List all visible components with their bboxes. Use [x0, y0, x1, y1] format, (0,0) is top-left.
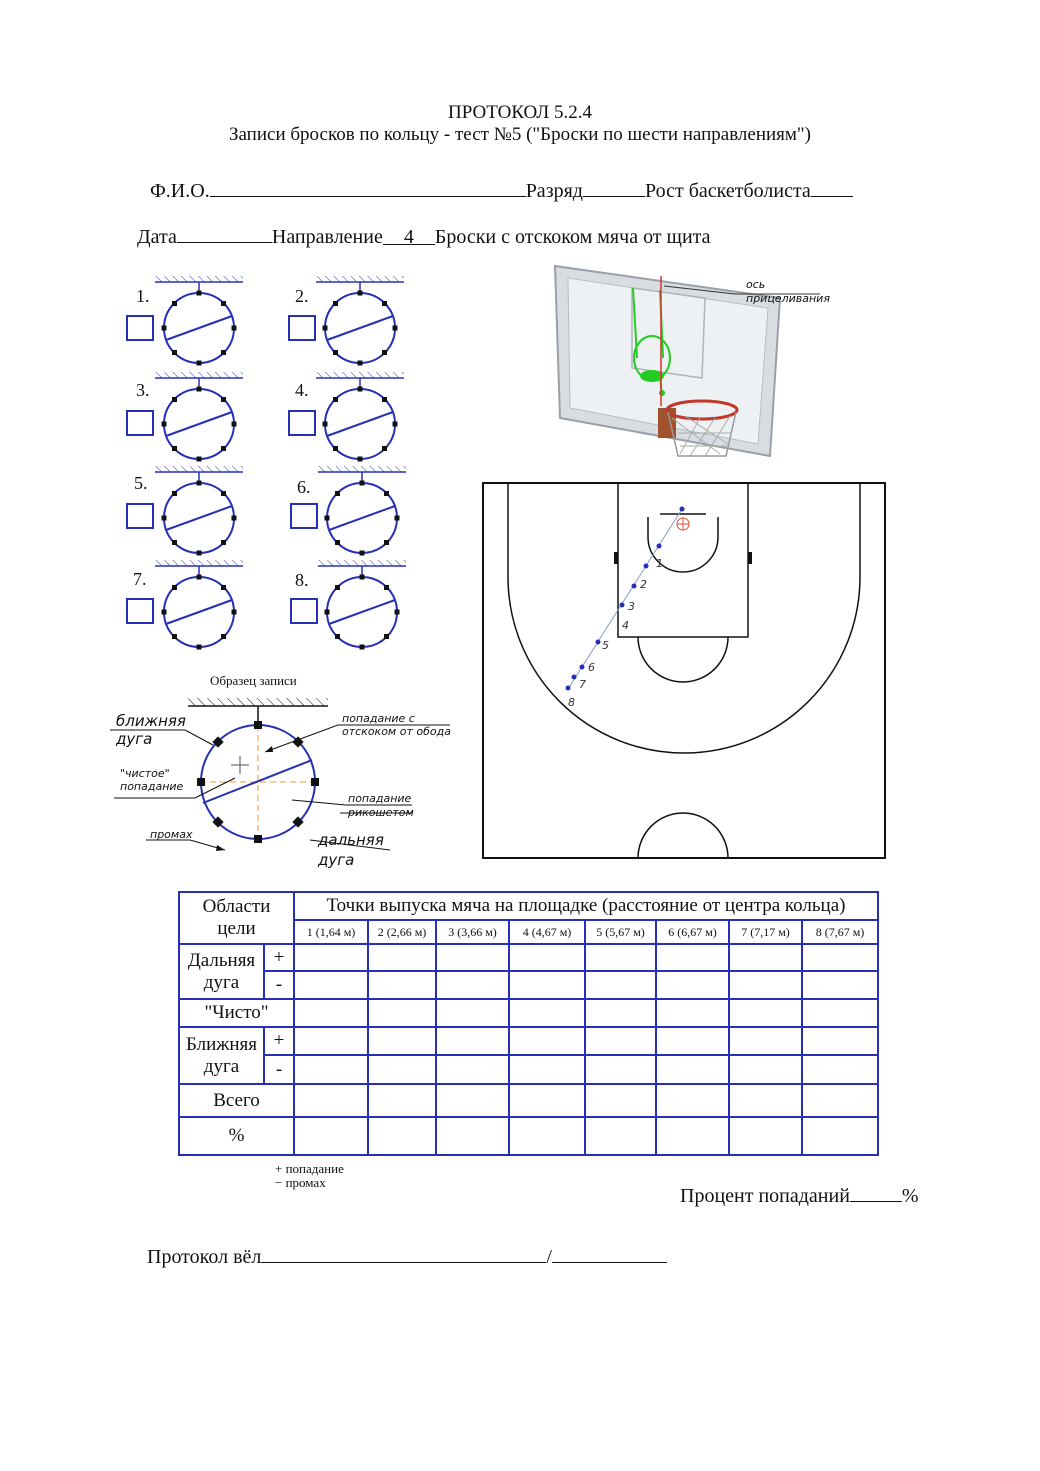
table-cell[interactable] [509, 1084, 585, 1117]
table-row [179, 1027, 878, 1055]
rim-label-8: 8. [295, 570, 309, 590]
table-cell[interactable] [585, 999, 656, 1027]
table-cell[interactable] [368, 1055, 436, 1084]
table-cell[interactable] [436, 1055, 509, 1084]
throw-type-label: Броски с отскоком мяча от щита [434, 226, 711, 248]
fio-label: Ф.И.О. [150, 180, 210, 202]
column-header-6: 6 (6,67 м) [656, 920, 729, 944]
court-point-label-8: 8 [568, 696, 575, 709]
hit-percent-label: Процент попаданий [680, 1185, 850, 1207]
table-cell[interactable] [802, 1027, 878, 1055]
height-label: Рост баскетболиста [644, 180, 811, 202]
table-row [179, 1055, 878, 1084]
rim-diagram-4 [316, 372, 404, 462]
table-cell[interactable] [585, 1027, 656, 1055]
table-cell[interactable] [802, 999, 878, 1027]
table-cell[interactable] [509, 1027, 585, 1055]
table-cell[interactable] [368, 971, 436, 999]
slash-separator: / [546, 1246, 552, 1268]
table-cell[interactable] [509, 999, 585, 1027]
plus-sign: + [264, 944, 294, 971]
table-cell[interactable] [368, 944, 436, 971]
rim-checkbox-5[interactable] [126, 503, 154, 529]
table-cell[interactable] [656, 999, 729, 1027]
direction-label: Направление [271, 226, 383, 248]
table-cell[interactable] [509, 1055, 585, 1084]
date-label: Дата [137, 226, 177, 248]
table-cell[interactable] [436, 1084, 509, 1117]
court-point-label-2: 2 [640, 578, 647, 591]
shots-table [178, 891, 879, 1156]
column-header-8: 8 (7,67 м) [802, 920, 878, 944]
table-cell[interactable] [729, 1027, 802, 1055]
court-diagram [482, 482, 886, 860]
rim-label-3: 3. [136, 380, 150, 400]
table-row [179, 999, 878, 1027]
rim-label-6: 6. [297, 477, 311, 497]
table-cell[interactable] [729, 1084, 802, 1117]
percent-sign: % [901, 1185, 919, 1207]
rim-label-7: 7. [133, 569, 147, 589]
column-header-2: 2 (2,66 м) [368, 920, 436, 944]
court-point-label-6: 6 [588, 661, 595, 674]
table-cell[interactable] [585, 944, 656, 971]
rim-diagram-5 [155, 466, 243, 556]
plus-sign: + [264, 1027, 294, 1055]
kept-by-name-field[interactable] [261, 1244, 546, 1263]
rim-diagram-6 [318, 466, 406, 556]
minus-sign: - [264, 1055, 294, 1084]
sample-title: Образец записи [210, 673, 297, 688]
table-cell[interactable] [802, 971, 878, 999]
areas-header: Области цели [179, 892, 294, 944]
rim-label-5: 5. [134, 473, 148, 493]
rim-checkbox-4[interactable] [288, 410, 316, 436]
table-cell[interactable] [585, 1055, 656, 1084]
rim-checkbox-6[interactable] [290, 503, 318, 529]
table-cell[interactable] [436, 971, 509, 999]
table-row [179, 944, 878, 971]
table-cell[interactable] [368, 999, 436, 1027]
table-cell[interactable] [585, 1117, 656, 1155]
table-cell[interactable] [436, 944, 509, 971]
column-header-3: 3 (3,66 м) [436, 920, 509, 944]
sample-rim-bounce-label: попадание с отскоком от обода [342, 712, 451, 738]
table-cell[interactable] [509, 1117, 585, 1155]
sample-far-arc-label: дальняя дуга [318, 831, 384, 869]
aiming-axis-label: ось прицеливания [746, 278, 830, 305]
court-point-label-5: 5 [602, 639, 609, 652]
table-cell[interactable] [436, 1117, 509, 1155]
table-cell[interactable] [729, 944, 802, 971]
rim-checkbox-3[interactable] [126, 410, 154, 436]
total-row-label: Всего [179, 1084, 294, 1117]
table-cell[interactable] [656, 1027, 729, 1055]
table-cell[interactable] [656, 971, 729, 999]
table-cell[interactable] [656, 1055, 729, 1084]
table-cell[interactable] [802, 1117, 878, 1155]
sample-clean-label: "чистое" попадание [120, 767, 184, 793]
column-header-1: 1 (1,64 м) [294, 920, 368, 944]
rim-diagram-1 [155, 276, 243, 366]
table-cell[interactable] [436, 1027, 509, 1055]
protocol-subtitle: Записи бросков по кольцу - тест №5 ("Броски по шести направлениям") [228, 124, 812, 145]
table-cell[interactable] [729, 971, 802, 999]
minus-sign: - [264, 971, 294, 999]
table-cell[interactable] [656, 1084, 729, 1117]
rim-checkbox-8[interactable] [290, 598, 318, 624]
rim-diagram-7 [155, 560, 243, 650]
table-cell[interactable] [802, 1055, 878, 1084]
rim-label-1: 1. [136, 286, 150, 306]
court-point-label-4: 4 [622, 619, 629, 632]
rim-diagram-2 [316, 276, 404, 366]
table-row [179, 971, 878, 999]
table-cell[interactable] [368, 1084, 436, 1117]
court-point-label-1: 1 [656, 557, 663, 570]
table-cell[interactable] [509, 944, 585, 971]
sample-near-arc-label: ближняя дуга [116, 712, 186, 748]
table-cell[interactable] [368, 1027, 436, 1055]
near-arc-row-label: Ближняя дуга [179, 1027, 264, 1084]
table-cell[interactable] [294, 1055, 368, 1084]
clean-row-label: "Чисто" [179, 999, 294, 1027]
kept-by-label: Протокол вёл [147, 1246, 262, 1268]
rim-checkbox-1[interactable] [126, 315, 154, 341]
table-cell[interactable] [802, 944, 878, 971]
percent-row-label: % [179, 1117, 294, 1155]
rim-label-4: 4. [295, 380, 309, 400]
table-cell[interactable] [294, 944, 368, 971]
far-arc-row-label: Дальняя дуга [179, 944, 264, 999]
table-cell[interactable] [656, 1117, 729, 1155]
table-row [179, 1117, 878, 1155]
table-cell[interactable] [294, 1117, 368, 1155]
hit-percent-field[interactable] [850, 1183, 902, 1202]
rim-diagram-8 [318, 560, 406, 650]
table-cell[interactable] [585, 971, 656, 999]
table-cell[interactable] [802, 1084, 878, 1117]
table-cell[interactable] [436, 999, 509, 1027]
table-cell[interactable] [294, 971, 368, 999]
direction-field[interactable]: 4 [383, 226, 435, 245]
rim-checkbox-7[interactable] [126, 598, 154, 624]
kept-by-signature-field[interactable] [552, 1244, 667, 1263]
table-cell[interactable] [294, 1027, 368, 1055]
rim-label-2: 2. [295, 286, 309, 306]
court-point-label-7: 7 [579, 678, 586, 691]
table-cell[interactable] [585, 1084, 656, 1117]
column-header-4: 4 (4,67 м) [509, 920, 585, 944]
rim-diagram-3 [155, 372, 243, 462]
table-row [179, 1084, 878, 1117]
column-header-7: 7 (7,17 м) [729, 920, 802, 944]
table-cell[interactable] [729, 999, 802, 1027]
table-cell[interactable] [656, 944, 729, 971]
hit-percent-line [680, 1183, 919, 1208]
rim-checkbox-2[interactable] [288, 315, 316, 341]
table-cell[interactable] [368, 1117, 436, 1155]
court-point-label-3: 3 [628, 600, 635, 613]
table-cell[interactable] [294, 1084, 368, 1117]
protocol-title: ПРОТОКОЛ 5.2.4 [448, 102, 592, 123]
sample-ricochet-label: попадание рикошетом [348, 792, 414, 819]
points-header: Точки выпуска мяча на площадке (расстояние от центра кольца) [294, 892, 878, 920]
table-cell[interactable] [729, 1117, 802, 1155]
sample-miss-label: промах [150, 828, 193, 841]
table-legend: + попадание − промах [275, 1161, 344, 1190]
table-cell[interactable] [294, 999, 368, 1027]
column-header-5: 5 (5,67 м) [585, 920, 656, 944]
table-cell[interactable] [729, 1055, 802, 1084]
rank-label: Разряд [525, 180, 583, 202]
kept-by-line [147, 1244, 667, 1269]
table-cell[interactable] [509, 971, 585, 999]
